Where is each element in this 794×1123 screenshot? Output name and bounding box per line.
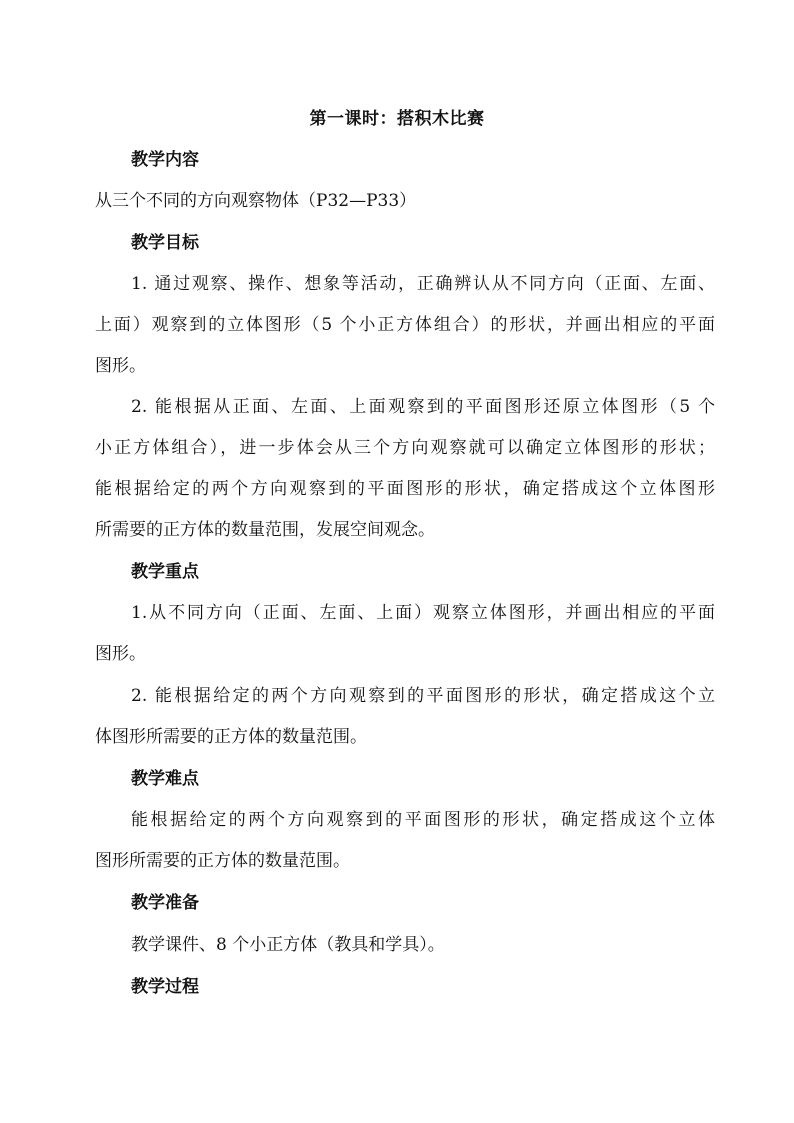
objective-1-line-3: 图形。 [95,356,146,376]
objective-2-line-2: 小正方体组合），进一步体会从三个方向观察就可以确定立体图形的形状； [95,438,715,458]
difficulty-line-2: 图形所需要的正方体的数量范围。 [95,851,350,871]
preparation-text: 教学课件、8 个小正方体（教具和学具）。 [131,935,445,955]
objective-2-line-4: 所需要的正方体的数量范围，发展空间观念。 [95,520,435,540]
lesson-title: 第一课时：搭积木比赛 [309,109,485,129]
difficulty-line-1: 能根据给定的两个方向观察到的平面图形的形状，确定搭成这个立体 [131,810,715,830]
process-heading: 教学过程 [131,977,199,997]
key-point-1-line-2: 图形。 [95,644,146,664]
content-text: 从三个不同的方向观察物体（P32—P33） [95,191,417,211]
key-points-heading: 教学重点 [131,562,199,582]
key-point-2-line-1: 2. 能根据给定的两个方向观察到的平面图形的形状，确定搭成这个立 [131,686,715,706]
objectives-heading: 教学目标 [131,233,199,253]
objective-2-line-1: 2. 能根据从正面、左面、上面观察到的平面图形还原立体图形（5 个 [131,397,715,417]
preparation-heading: 教学准备 [131,893,199,913]
objective-2-line-3: 能根据给定的两个方向观察到的平面图形的形状，确定搭成这个立体图形 [95,479,715,499]
key-point-1-line-1: 1.从不同方向（正面、左面、上面）观察立体图形，并画出相应的平面 [131,603,715,623]
objective-1-line-1: 1. 通过观察、操作、想象等活动，正确辨认从不同方向（正面、左面、 [131,274,715,294]
key-point-2-line-2: 体图形所需要的正方体的数量范围。 [95,727,367,747]
content-heading: 教学内容 [131,150,199,170]
difficulties-heading: 教学难点 [131,769,199,789]
objective-1-line-2: 上面）观察到的立体图形（5 个小正方体组合）的形状，并画出相应的平面 [95,315,715,335]
